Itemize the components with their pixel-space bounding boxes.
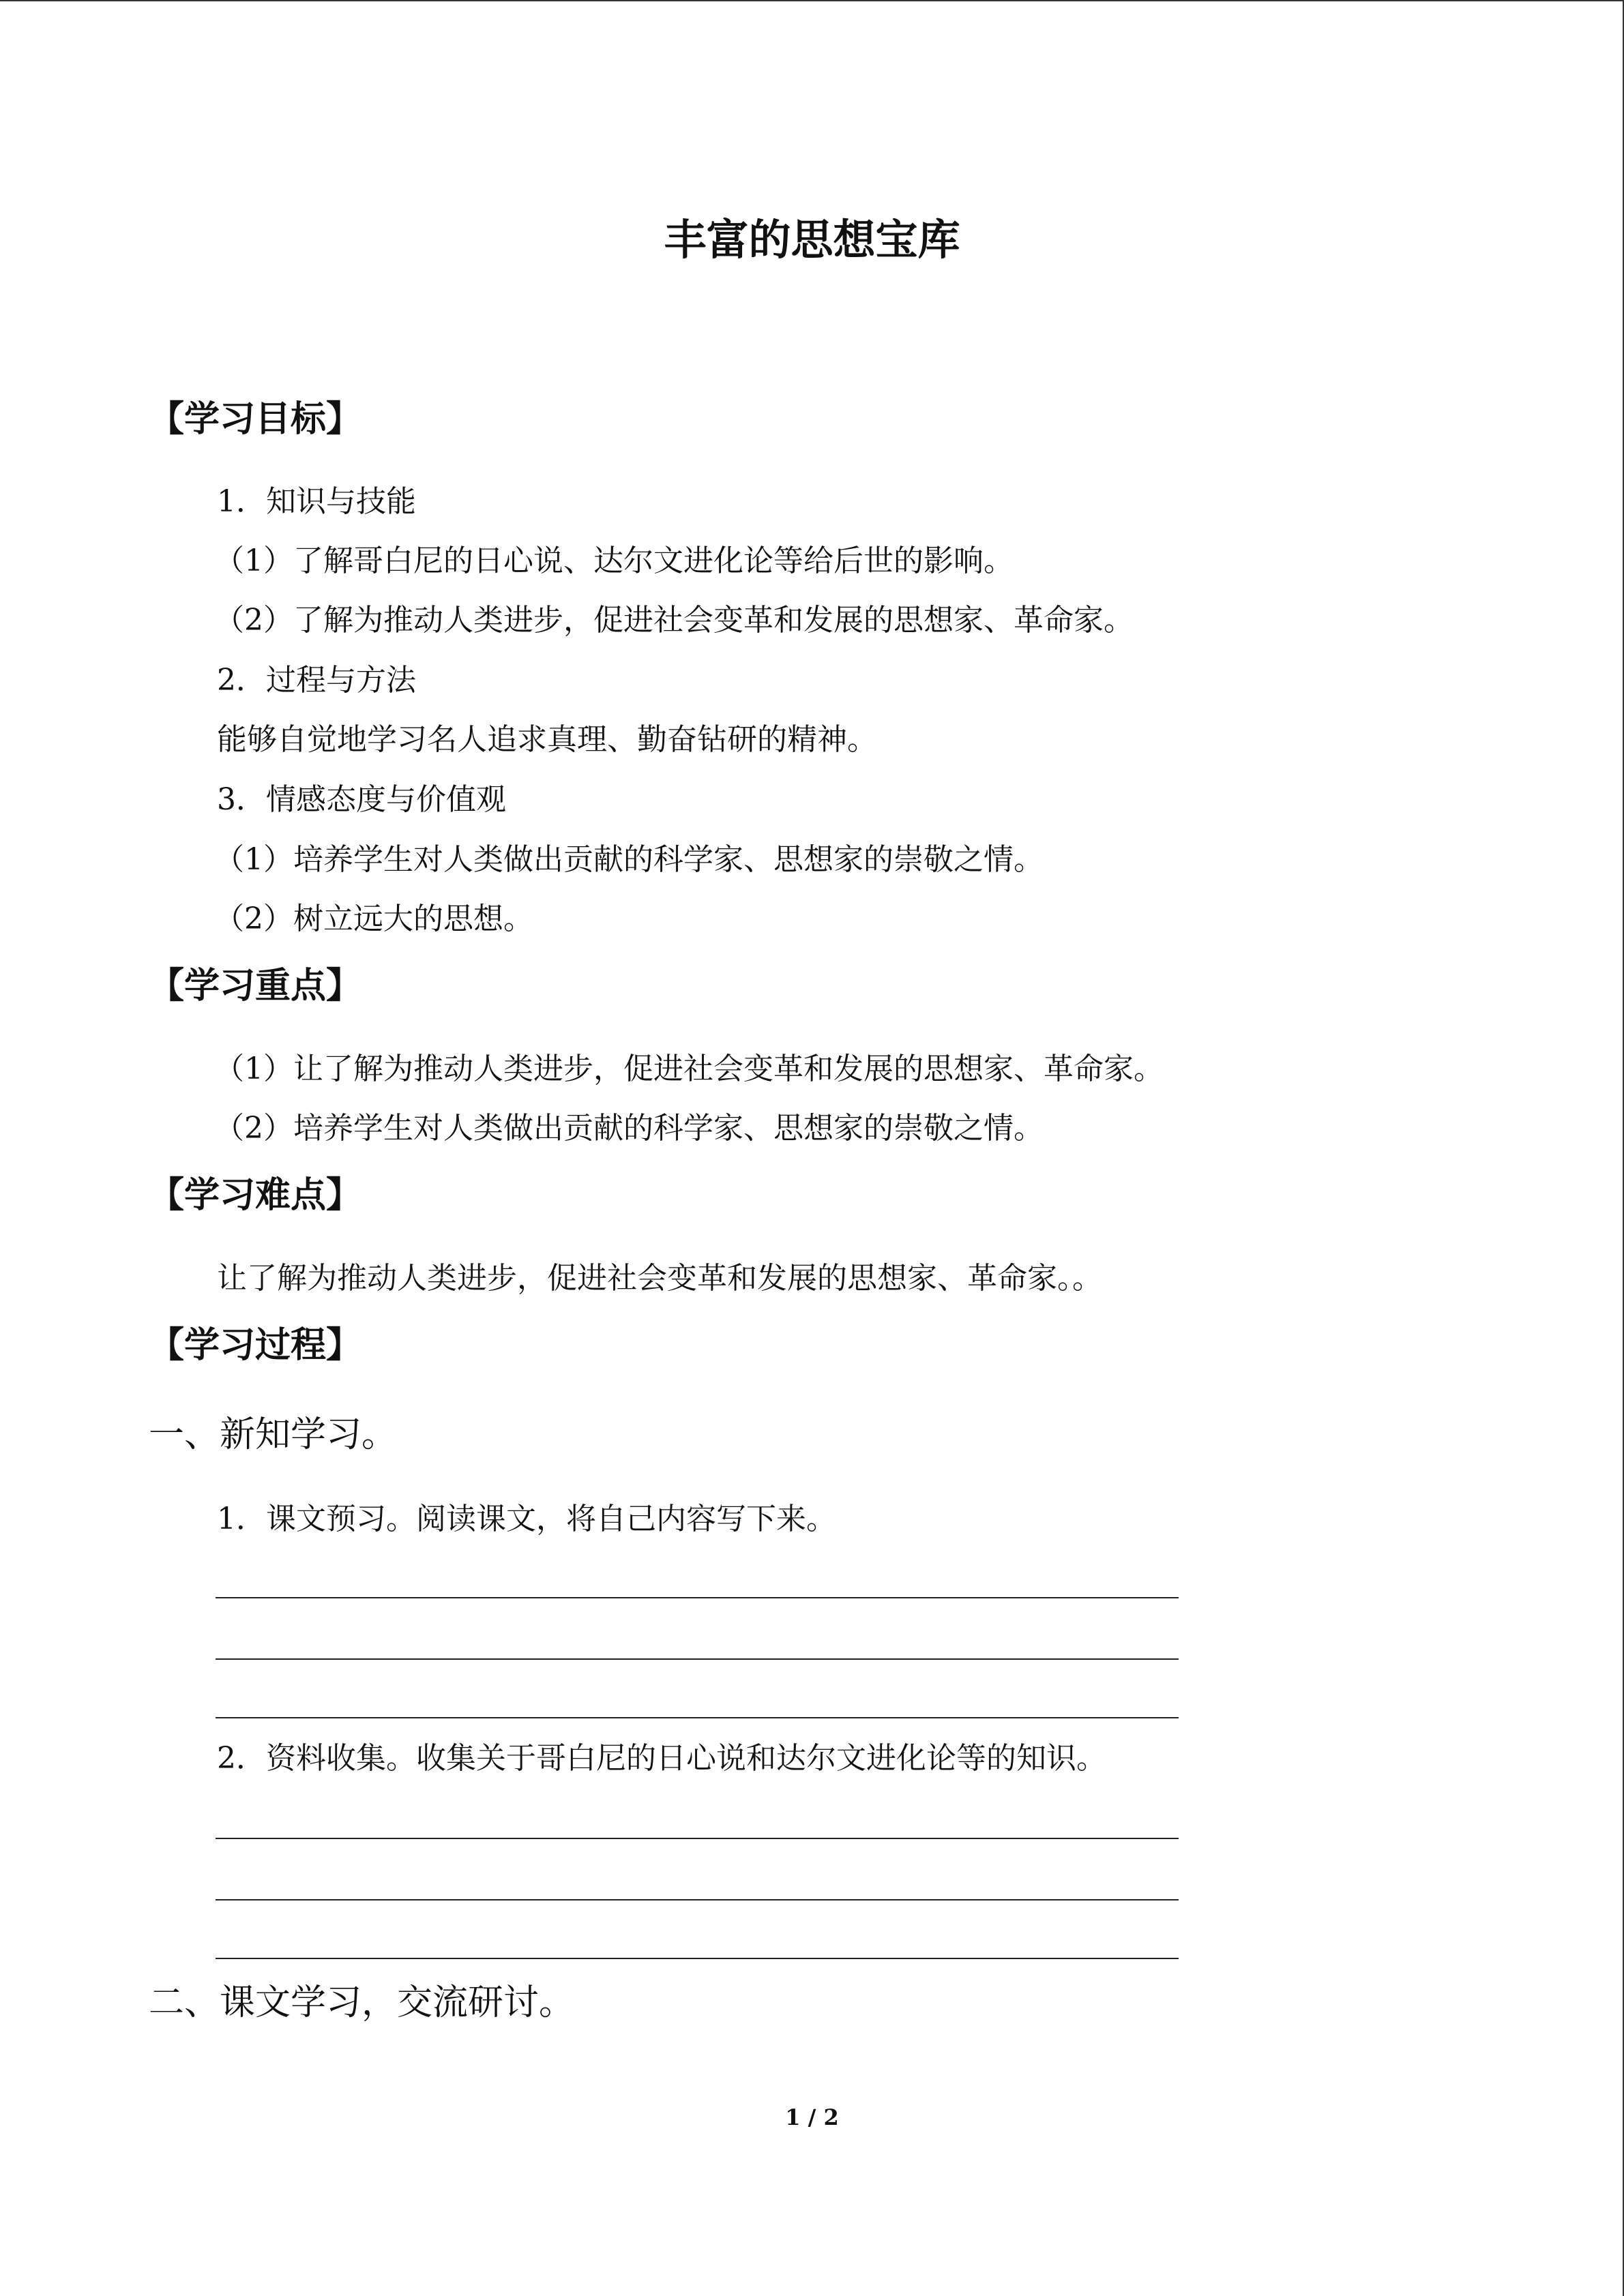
page-title: 丰富的思想宝库 bbox=[664, 215, 960, 265]
objective-line: （1）了解哥白尼的日心说、达尔文进化论等给后世的影响。 bbox=[214, 543, 1014, 578]
objective-line: 3．情感态度与价值观 bbox=[217, 782, 506, 817]
section-heading-objectives: 【学习目标】 bbox=[149, 399, 362, 440]
objective-line: 1．知识与技能 bbox=[217, 484, 416, 519]
answer-line[interactable] bbox=[216, 1899, 1179, 1900]
part-one-heading: 一、新知学习。 bbox=[149, 1414, 398, 1455]
answer-line[interactable] bbox=[216, 1597, 1179, 1598]
part-two-heading: 二、课文学习，交流研讨。 bbox=[149, 1982, 575, 2023]
answer-line[interactable] bbox=[216, 1958, 1179, 1959]
objective-line: （1）培养学生对人类做出贡献的科学家、思想家的崇敬之情。 bbox=[214, 842, 1044, 877]
difficulty-line: 让了解为推动人类进步，促进社会变革和发展的思想家、革命家。。 bbox=[217, 1261, 1102, 1296]
objective-line: 2．过程与方法 bbox=[217, 663, 416, 698]
answer-line[interactable] bbox=[216, 1717, 1179, 1718]
key-point-line: （1）让了解为推动人类进步，促进社会变革和发展的思想家、革命家。 bbox=[214, 1052, 1164, 1086]
task-one-prompt: 1．课文预习。阅读课文，将自己内容写下来。 bbox=[217, 1502, 836, 1536]
key-point-line: （2）培养学生对人类做出贡献的科学家、思想家的崇敬之情。 bbox=[214, 1111, 1044, 1146]
answer-line[interactable] bbox=[216, 1838, 1179, 1839]
answer-line[interactable] bbox=[216, 1658, 1179, 1660]
objective-line: （2）了解为推动人类进步，促进社会变革和发展的思想家、革命家。 bbox=[214, 603, 1134, 638]
objective-line: （2）树立远大的思想。 bbox=[214, 901, 533, 936]
section-heading-key-points: 【学习重点】 bbox=[149, 966, 362, 1007]
objective-line: 能够自觉地学习名人追求真理、勤奋钻研的精神。 bbox=[217, 722, 877, 757]
task-two-prompt: 2．资料收集。收集关于哥白尼的日心说和达尔文进化论等的知识。 bbox=[217, 1741, 1106, 1776]
page-number: 1 / 2 bbox=[785, 2104, 839, 2130]
section-heading-process: 【学习过程】 bbox=[149, 1325, 362, 1366]
section-heading-difficulties: 【学习难点】 bbox=[149, 1175, 362, 1216]
